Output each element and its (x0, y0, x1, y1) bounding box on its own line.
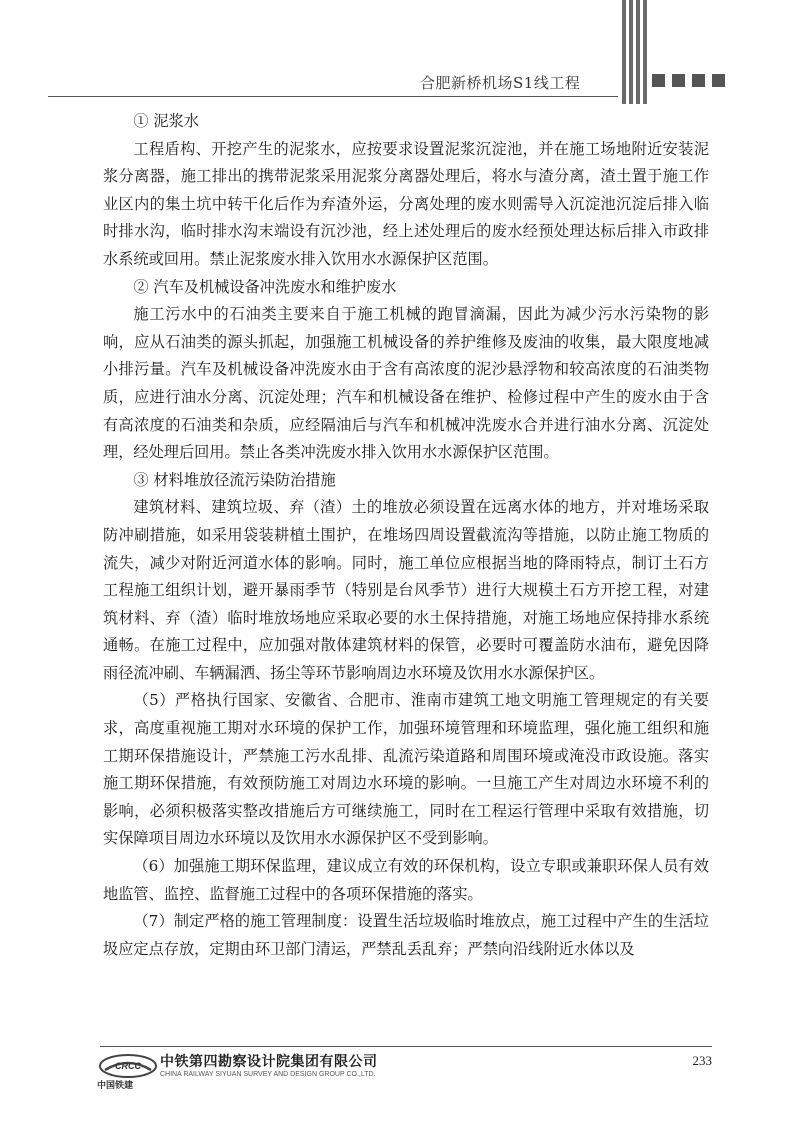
paragraph: 施工污水中的石油类主要来自于施工机械的跑冒滴漏，因此为减少污水污染物的影响，应从石油类的源头抓起，加强施工机械设备的养护维修及废油的收集，最大限度地减小排污量。汽车及机械设备冲洗废水由于含有高浓度的泥沙悬浮物和较高浓度的石油类物质，应进行油水分离、沉淀处理；汽车和机械设备在维护、检修过程中产生的废水由于含有高浓度的石油类和杂质，应经隔油后与汽车和机械冲洗废水合并进行油水分离、沉淀处理，经处理后回用。禁止各类冲洗废水排入饮用水水源保护区范围。 (103, 305, 709, 462)
page-number: 233 (692, 1053, 712, 1068)
header-decorative-squares (652, 74, 752, 90)
running-header-title: 合肥新桥机场S1线工程 (420, 74, 581, 92)
paragraph: （6）加强施工期环保监理，建议成立有效的环保机构，设立专职或兼职环保人员有效地监管、监控、监督施工过程中的各项环保措施的落实。 (103, 857, 709, 903)
crcc-logo-icon (97, 1052, 159, 1080)
company-name-english: CHINA RAILWAY SIYUAN SURVEY AND DESIGN GROUP CO.,LTD. (160, 1071, 376, 1078)
logo-caption: 中国铁建 (97, 1081, 134, 1091)
page-body (103, 108, 709, 963)
subheading: ② 汽车及机械设备冲洗废水和维护废水 (133, 277, 397, 296)
company-name: 中铁第四勘察设计院集团有限公司 (160, 1054, 378, 1070)
header-rule (48, 96, 618, 97)
header-decorative-bars (622, 0, 648, 104)
subheading: ③ 材料堆放径流污染防治措施 (133, 470, 336, 489)
paragraph: 工程盾构、开挖产生的泥浆水，应按要求设置泥浆沉淀池，并在施工场地附近安装泥浆分离器，施工排出的携带泥浆采用泥浆分离器处理后，将水与渣分离，渣土置于施工作业区内的集土坑中转干化后作为弃渣外运，分离处理的废水则需导入沉淀池沉淀后排入临时排水沟，临时排水沟末端设有沉沙池，经上述处理后的废水经预处理达标后排入市政排水系统或回用。禁止泥浆废水排入饮用水水源保护区范围。 (103, 139, 709, 268)
subheading: ① 泥浆水 (133, 112, 199, 130)
paragraph: （7）制定严格的施工管理制度：设置生活垃圾临时堆放点，施工过程中产生的生活垃圾应定点存放，定期由环卫部门清运，严禁乱丢乱弃；严禁向沿线附近水体以及 (103, 912, 709, 958)
footer-rule (100, 1046, 712, 1047)
svg-text:CRCC: CRCC (115, 1061, 141, 1071)
paragraph: （5）严格执行国家、安徽省、合肥市、淮南市建筑工地文明施工管理规定的有关要求，高度重视施工期对水环境的保护工作，加强环境管理和环境监理，强化施工组织和施工期环保措施设计，严禁施工污水乱排、乱流污染道路和周围环境或淹没市政设施。落实施工期环保措施，有效预防施工对周边水环境的影响。一旦施工产生对周边水环境不利的影响，必须积极落实整改措施后方可继续施工，同时在工程运行管理中采取有效措施，切实保障项目周边水环境以及饮用水水源保护区不受到影响。 (103, 691, 709, 848)
paragraph: 建筑材料、建筑垃圾、弃（渣）土的堆放必须设置在远离水体的地方，并对堆场采取防冲刷措施，如采用袋装耕植土围护，在堆场四周设置截流沟等措施，以防止施工物质的流失，减少对附近河道水体的影响。同时，施工单位应根据当地的降雨特点，制订土石方工程施工组织计划，避开暴雨季节（特别是台风季节）进行大规模土石方开挖工程，对建筑材料、弃（渣）临时堆放场地应采取必要的水土保持措施，对施工场地应保持排水系统通畅。在施工过程中，应加强对散体建筑材料的保管，必要时可覆盖防水油布，避免因降雨径流冲刷、车辆漏洒、扬尘等环节影响周边水环境及饮用水水源保护区。 (103, 498, 709, 682)
